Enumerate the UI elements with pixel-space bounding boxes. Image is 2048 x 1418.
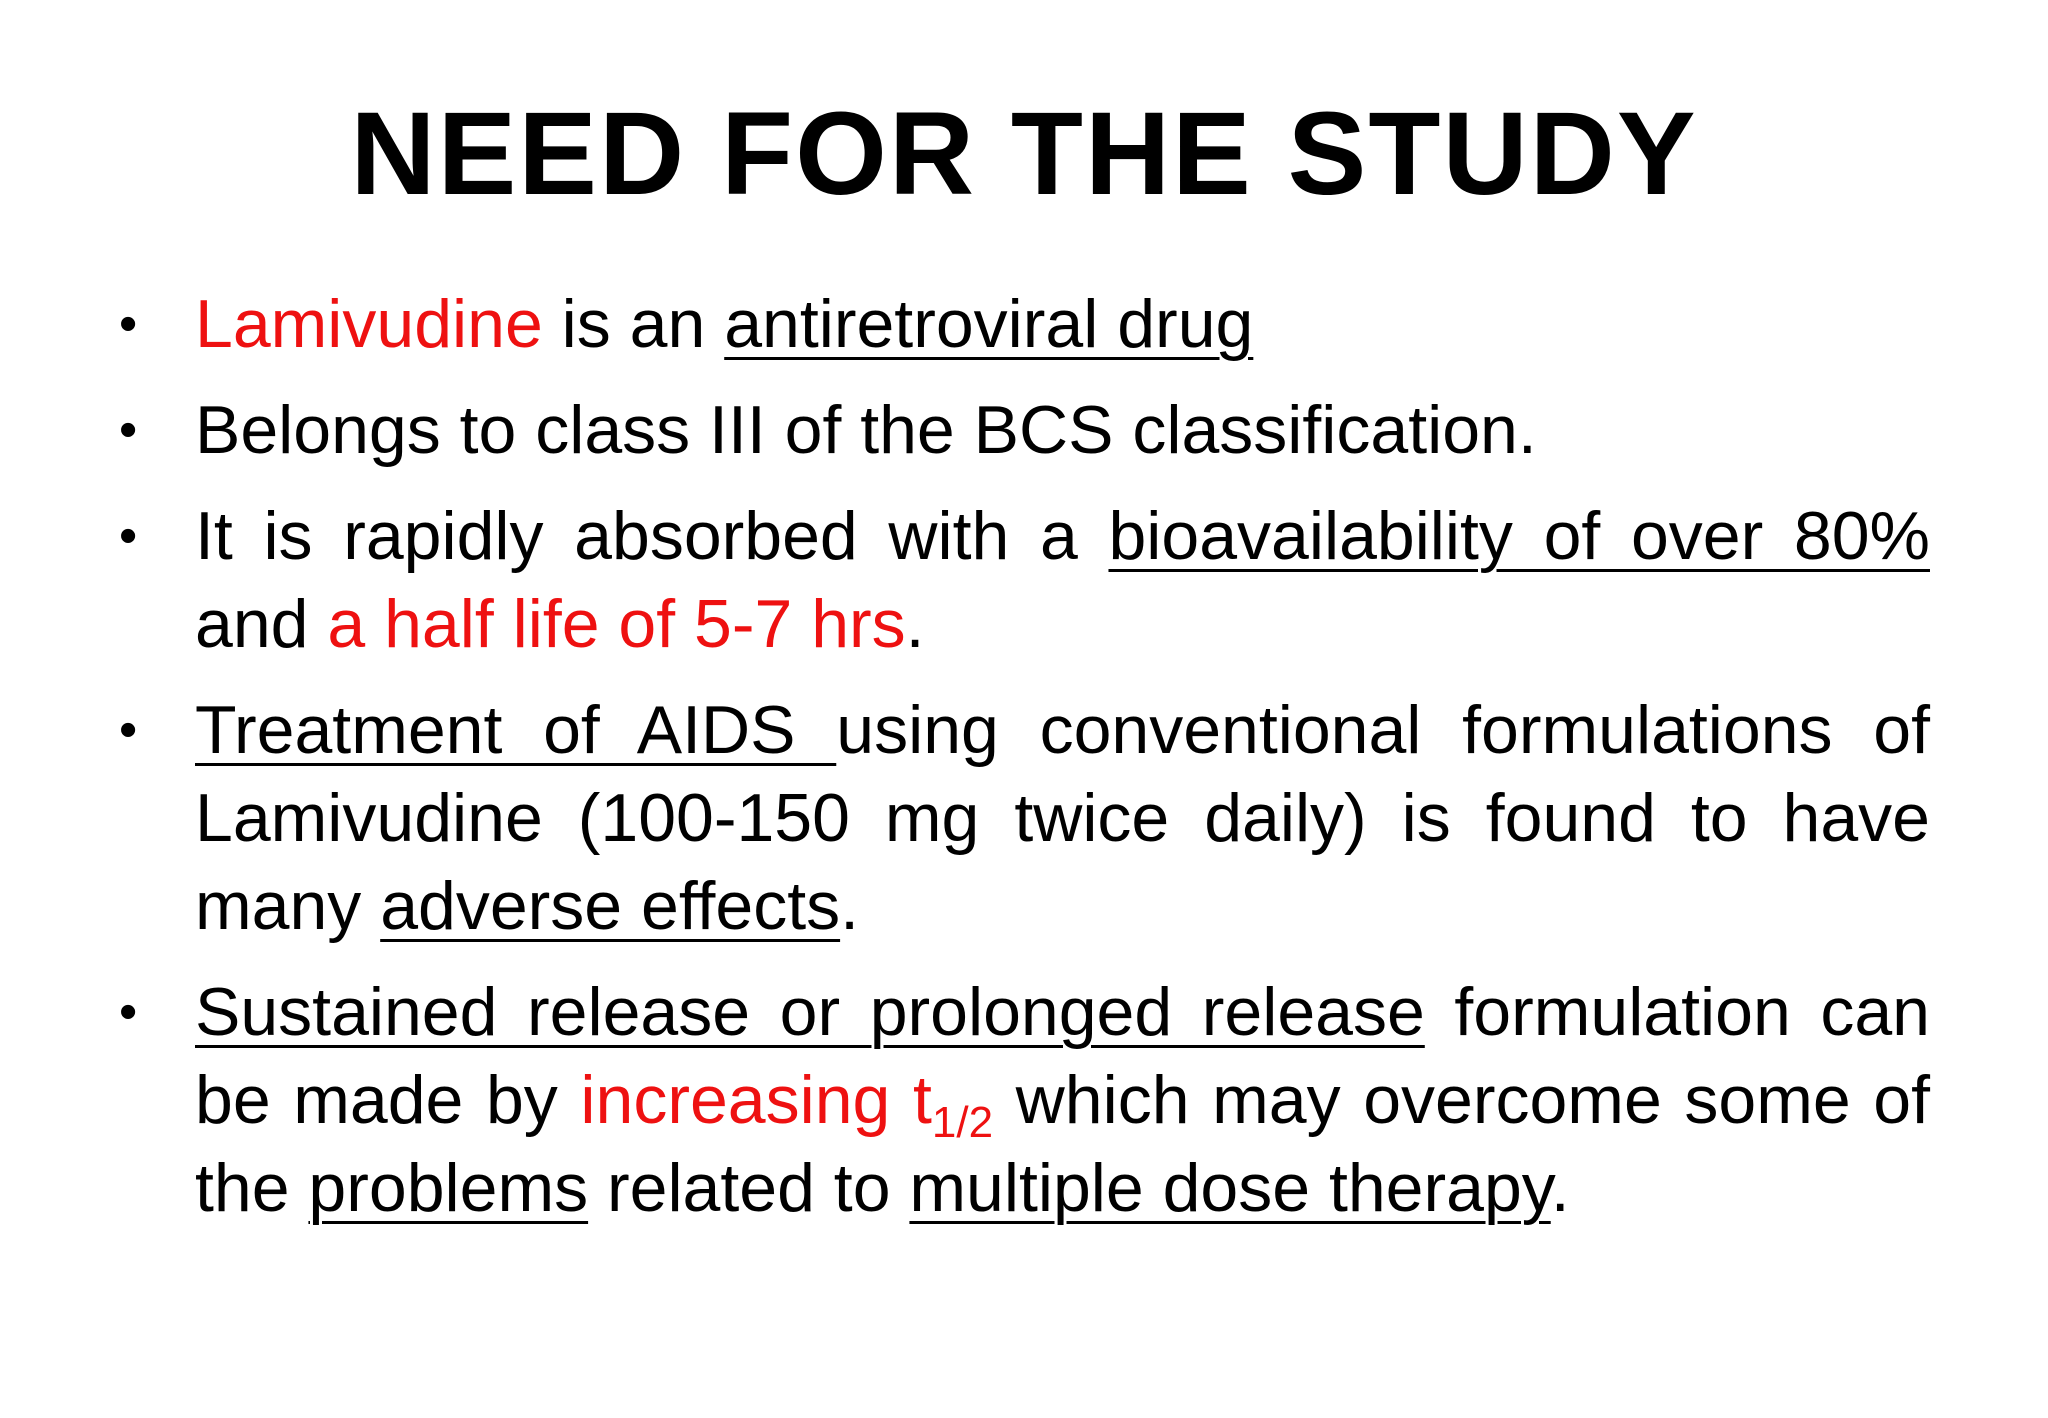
text-run: Treatment of AIDS (195, 692, 837, 768)
bullet-list (119, 280, 1930, 1250)
text-run: It is rapidly absorbed with a (195, 498, 1109, 574)
text-run: antiretroviral drug (724, 286, 1254, 362)
text-run: Sustained release or prolonged release (195, 974, 1425, 1050)
bullet-dot-icon: • (119, 983, 138, 1041)
text-run: using conventional formulations of Lamivudine (100-150 mg twice daily) is found to have many (195, 692, 1930, 944)
text-run: Lamivudine (195, 286, 543, 362)
text-run: bioavailability of over 80% (1108, 498, 1930, 574)
text-run: multiple dose therapy (909, 1150, 1551, 1226)
text-run: increasing t (580, 1062, 932, 1138)
text-run: a half life of 5-7 hrs (327, 586, 906, 662)
bullet-item (119, 968, 1930, 1232)
text-run: formulation can be made by (195, 974, 1930, 1138)
text-run: adverse effects (380, 868, 841, 944)
text-run: . (905, 586, 925, 662)
bullet-item (119, 280, 1930, 368)
bullet-dot-icon: • (119, 401, 138, 459)
text-run: Belongs to class III of the BCS classification. (195, 392, 1537, 468)
text-run: which may overcome some of the (195, 1062, 1930, 1226)
bullet-item (119, 386, 1930, 474)
bullet-dot-icon: • (119, 507, 138, 565)
slide-title: NEED FOR THE STUDY (350, 88, 1698, 220)
text-run: problems (308, 1150, 589, 1226)
text-run: . (840, 868, 859, 944)
bullet-dot-icon: • (119, 295, 138, 353)
text-run: . (1550, 1150, 1570, 1226)
bullet-item (119, 686, 1930, 950)
bullet-dot-icon: • (119, 701, 138, 759)
text-run: and (195, 586, 328, 662)
text-run: related to (588, 1150, 910, 1226)
bullet-item (119, 492, 1930, 668)
text-run: is an (542, 286, 725, 362)
subscript-text: 1/2 (931, 1098, 994, 1147)
